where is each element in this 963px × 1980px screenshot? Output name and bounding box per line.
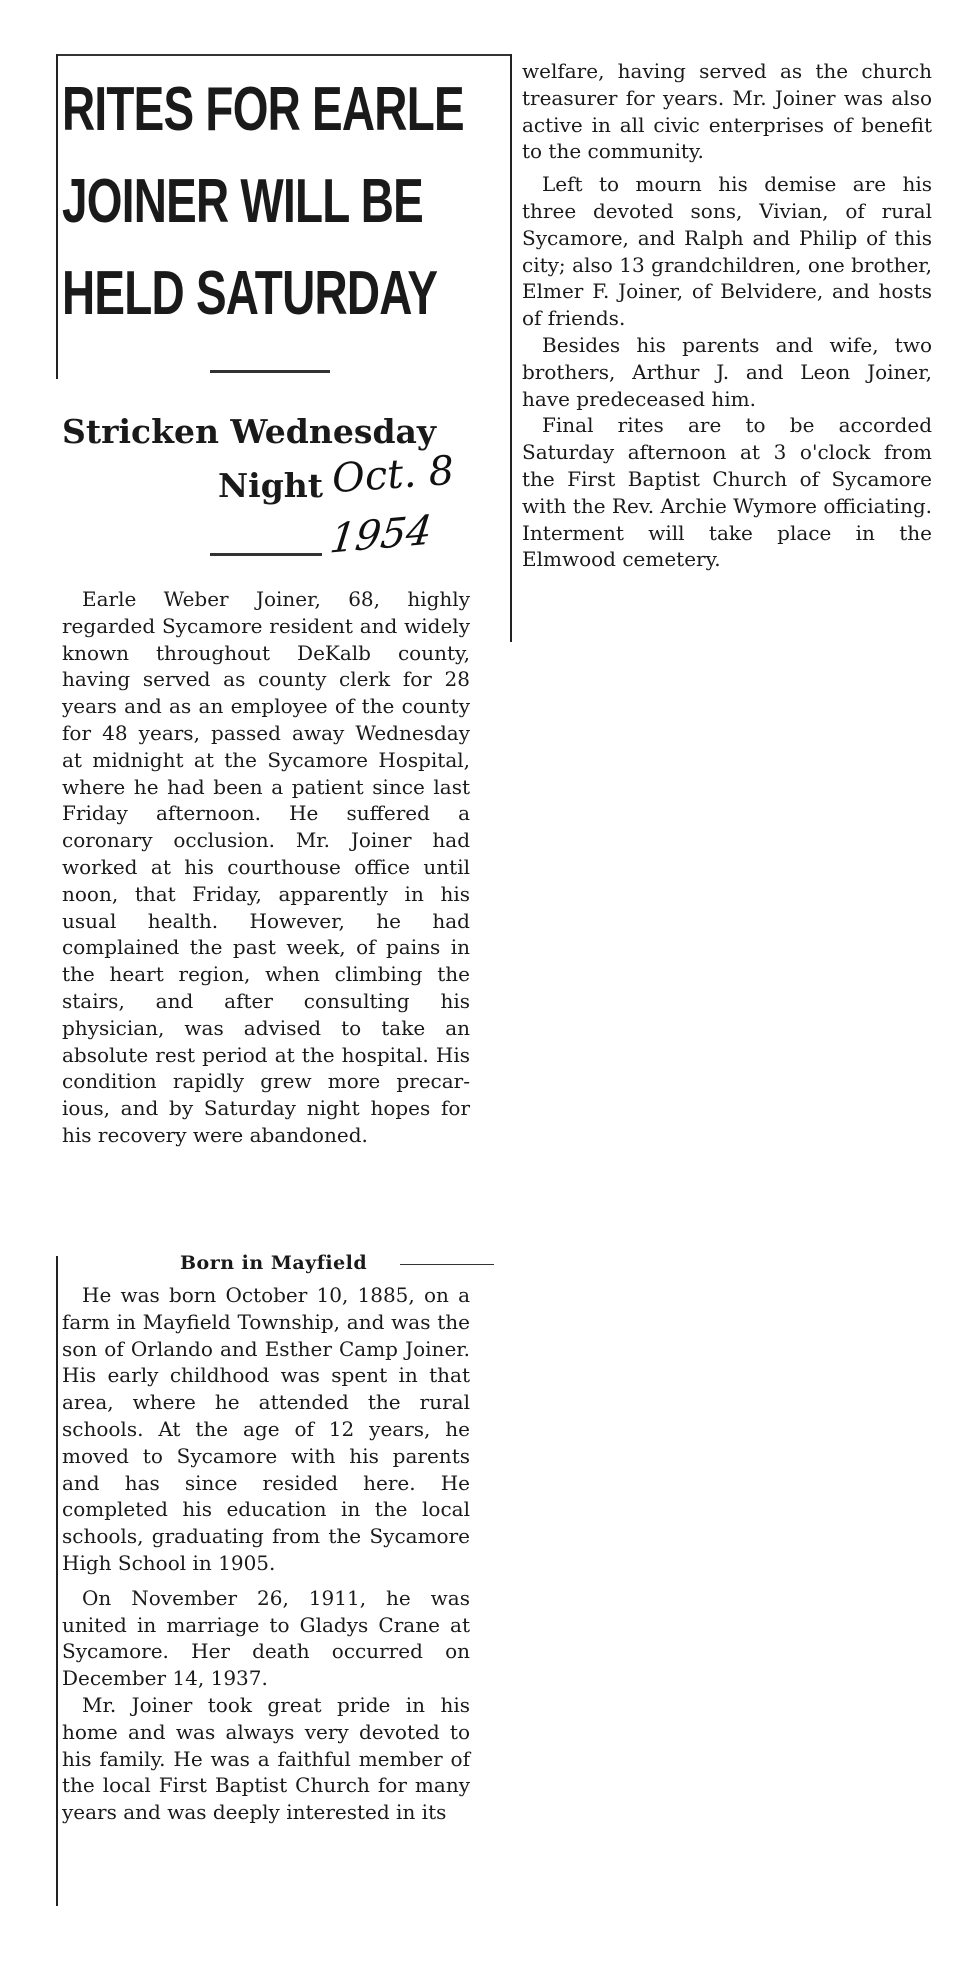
article-column-left	[62, 586, 470, 1149]
handwritten-year: 1954	[327, 507, 435, 563]
section-heading-text: Born in Mayfield	[180, 1252, 368, 1274]
paragraph-5: welfare, having served as the church treasurer for years. Mr. Joiner was also active in all civic enterprises of benefit to the community.	[522, 59, 932, 164]
headline-separator-rule	[210, 370, 330, 373]
paragraph-4: Mr. Joiner took great pride in his home and was always very devoted to his family. He was a faithful member of the local First Baptist Church for many years and was deeply interested in its	[62, 1692, 470, 1825]
headline-left-rule	[56, 54, 58, 379]
headline	[62, 64, 464, 340]
section-heading	[62, 1252, 482, 1274]
paragraph-1: Earle Weber Joiner, 68, highly regarded Sycamore resident and widely known throughout DeKalb county, having served as county clerk for 28 years and as an employee of the county for 48 years, passed away Wednesday at midnight at the Sycamore Hospital, where he had been a patient since last Friday afternoon. He suffered a coronary occlusion. Mr. Joiner had worked at his courthouse office until noon, that Friday, apparently in his usual health. However, he had complained the past week, of pains in the heart region, when climbing the stairs, and after consulting his physician, was advised to take an absolute rest period at the hospital. His condition rapidly grew more precarious, and by Saturday night hopes for his recovery were abandoned.	[62, 587, 470, 1147]
article-column-left-lower	[62, 1282, 470, 1826]
subhead-line-2: Night	[218, 466, 324, 505]
lower-left-rule	[56, 1256, 58, 1906]
headline-line-1: RITES FOR EARLE	[62, 75, 464, 144]
headline-line-2: JOINER WILL BE	[62, 167, 423, 236]
headline-line-3: HELD SATURDAY	[62, 259, 438, 328]
article-column-right	[522, 58, 932, 573]
date-underline-rule	[210, 553, 322, 556]
paragraph-7: Besides his parents and wife, two brothers, Arthur J. and Leon Joiner, have predeceased him.	[522, 332, 932, 411]
paragraph-6: Left to mourn his demise are his three devoted sons, Vivian, of rural Sycamore, and Ralph and Philip of this city; also 13 grandchildren, one brother, Elmer F. Joiner, of Belvidere, and hosts of friends.	[522, 172, 932, 331]
column-divider	[510, 54, 512, 642]
paragraph-3: On November 26, 1911, he was united in marriage to Gladys Crane at Sycamore. Her death occurred on December 14, 1937.	[62, 1585, 470, 1691]
top-rule	[56, 54, 512, 56]
subhead-line-1: Stricken Wednesday	[62, 412, 437, 451]
paragraph-8: Final rites are to be accorded Saturday afternoon at 3 o'clock from the First Baptist Church of Sycamore with the Rev. Archie Wymore officiating. Interment will take place in the Elmwood cemetery.	[522, 413, 932, 572]
paragraph-2: He was born October 10, 1885, on a farm in Mayfield Township, and was the son of Orlando and Esther Camp Joiner. His early childhood was spent in that area, where he attended the rural schools. At the age of 12 years, he moved to Sycamore with his parents and has since resided here. He completed his education in the local schools, graduating from the Sycamore High School in 1905.	[62, 1283, 470, 1575]
handwritten-date: Oct. 8	[330, 447, 456, 503]
